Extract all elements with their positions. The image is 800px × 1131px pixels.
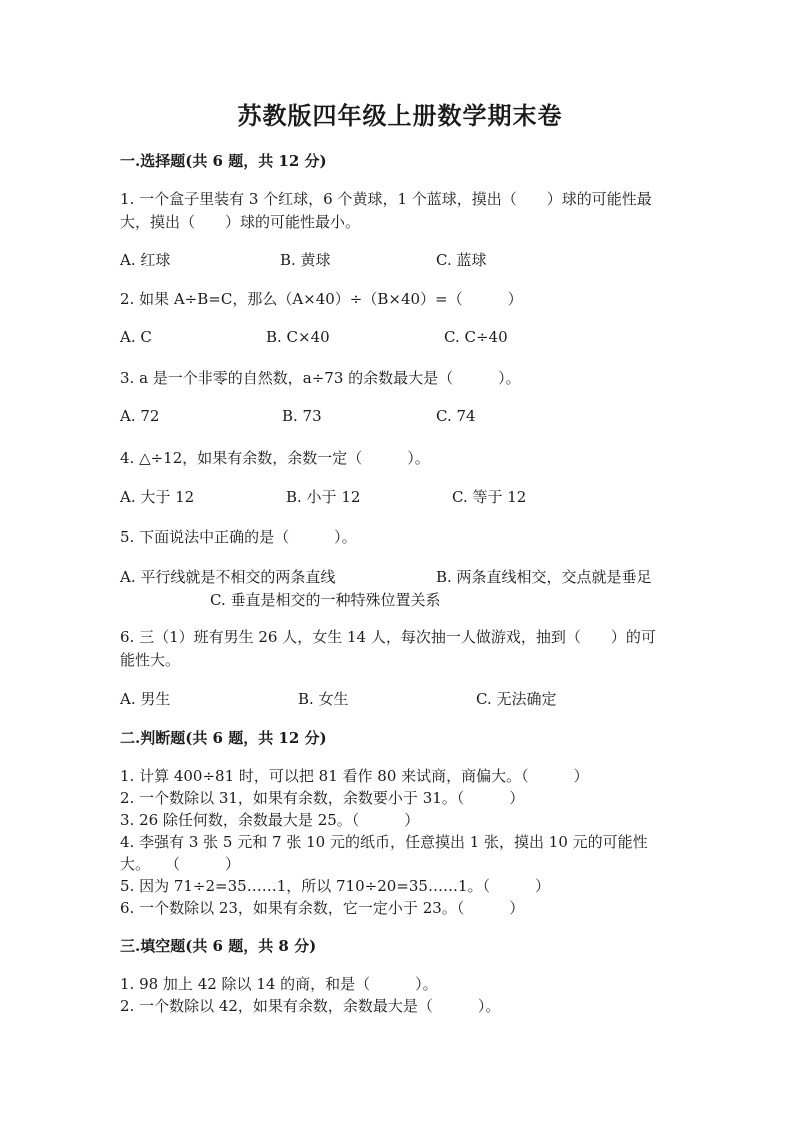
question-1-option-a: A. 红球 (120, 251, 171, 269)
question-3-line-1: 3. a 是一个非零的自然数，a÷73 的余数最大是（ ）。 (120, 369, 521, 387)
question-5-option-a: A. 平行线就是不相交的两条直线 (120, 568, 336, 586)
question-6-option-b: B. 女生 (298, 690, 349, 708)
question-4-option-c: C. 等于 12 (452, 488, 527, 506)
question-2-line-1: 2. 如果 A÷B=C，那么（A×40）÷（B×40）=（ ） (120, 290, 523, 308)
judgement-item: 1. 计算 400÷81 时，可以把 81 看作 80 来试商，商偏大。（ ） (120, 767, 589, 785)
question-2-option-c: C. C÷40 (444, 328, 508, 346)
question-5-line-1: 5. 下面说法中正确的是（ ）。 (120, 528, 357, 546)
question-2-option-a: A. C (120, 328, 152, 346)
page-title: 苏教版四年级上册数学期末卷 (237, 101, 563, 130)
question-5-option-c: C. 垂直是相交的一种特殊位置关系 (210, 591, 441, 609)
judgement-item: 5. 因为 71÷2=35……1，所以 710÷20=35……1。（ ） (120, 877, 550, 895)
question-1-line-1: 1. 一个盒子里装有 3 个红球，6 个黄球，1 个蓝球，摸出（ ）球的可能性最 (120, 190, 652, 208)
judgement-item-continuation: 大。 （ ） (120, 855, 241, 873)
question-4-line-1: 4. △÷12，如果有余数，余数一定（ ）。 (120, 449, 430, 467)
question-3-option-c: C. 74 (436, 407, 476, 425)
question-5-option-b: B. 两条直线相交，交点就是垂足 (436, 568, 652, 586)
judgement-item: 6. 一个数除以 23，如果有余数，它一定小于 23。（ ） (120, 899, 525, 917)
question-3-option-b: B. 73 (282, 407, 322, 425)
question-1-option-c: C. 蓝球 (436, 251, 487, 269)
question-2-option-b: B. C×40 (266, 328, 330, 346)
section-heading-judgement: 二.判断题(共 6 题，共 12 分) (120, 729, 327, 747)
question-1-line-2: 大，摸出（ ）球的可能性最小。 (120, 213, 361, 231)
judgement-item: 2. 一个数除以 31，如果有余数，余数要小于 31。（ ） (120, 789, 525, 807)
fill-blank-item: 2. 一个数除以 42，如果有余数，余数最大是（ ）。 (120, 997, 501, 1015)
fill-blank-item: 1. 98 加上 42 除以 14 的商，和是（ ）。 (120, 975, 438, 993)
question-6-line-2: 能性大。 (120, 651, 181, 669)
question-4-option-b: B. 小于 12 (286, 488, 361, 506)
section-heading-fill-blank: 三.填空题(共 6 题，共 8 分) (120, 937, 317, 955)
judgement-item: 3. 26 除任何数，余数最大是 25。（ ） (120, 811, 420, 829)
question-6-option-a: A. 男生 (120, 690, 171, 708)
question-4-option-a: A. 大于 12 (120, 488, 195, 506)
section-heading-choice: 一.选择题(共 6 题，共 12 分) (120, 152, 327, 170)
question-3-option-a: A. 72 (120, 407, 160, 425)
question-1-option-b: B. 黄球 (280, 251, 331, 269)
judgement-item: 4. 李强有 3 张 5 元和 7 张 10 元的纸币，任意摸出 1 张，摸出 10 元的可能性 (120, 833, 648, 851)
question-6-option-c: C. 无法确定 (476, 690, 557, 708)
question-6-line-1: 6. 三（1）班有男生 26 人，女生 14 人，每次抽一人做游戏，抽到（ ）的可 (120, 628, 656, 646)
